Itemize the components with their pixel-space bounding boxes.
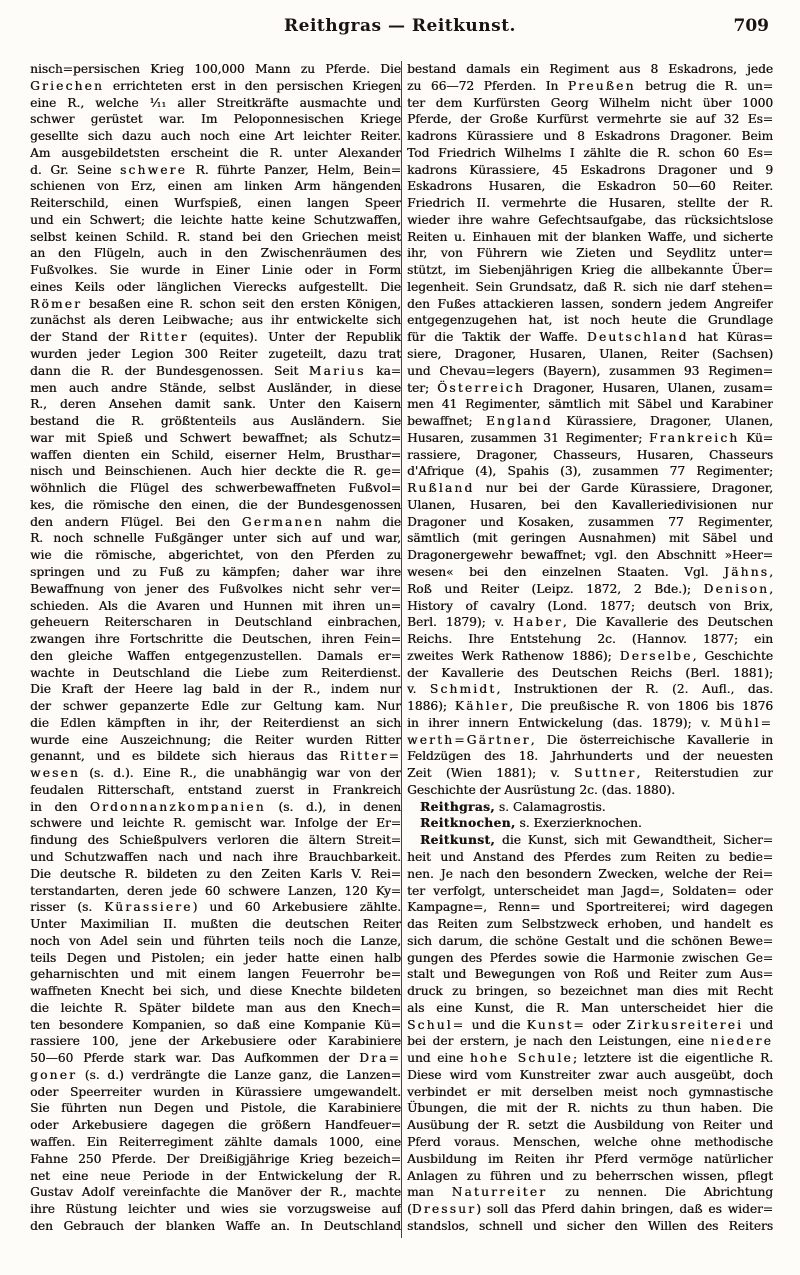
text-line: Am ausgebildetsten erscheint die R. unter Alexander <box>30 145 401 160</box>
emphasized-term: Kunst= <box>526 1017 586 1032</box>
text-line: ihr, von Führern wie Zieten und Seydlitz unter= <box>407 246 773 261</box>
text-line: Pferd voraus. Menschen, welche ohne methodische <box>407 1135 773 1149</box>
text-line: nisch=persischen Krieg 100,000 Mann zu Pferde. Die <box>30 62 401 76</box>
entry-headword: Reithgras, <box>420 799 495 814</box>
text-line: ten besondere Kompanien, so daß eine Kompanie Kü= <box>30 1017 401 1032</box>
text-line: für die Taktik der Waffe. Deutschland hat Küras= <box>407 330 773 345</box>
text-line: d. Gr. Seine schwere R. führte Panzer, Helm, Bein= <box>30 162 401 177</box>
text-line: v. Schmidt, Instruktionen der R. (2. Aufl., das. <box>407 682 773 697</box>
text-line: nen. Je nach den besondern Zwecken, welche der Rei= <box>407 866 773 881</box>
entry-headword: Reitkunst, <box>420 833 496 848</box>
text-line: oder Speerreiter wurden in Kürassiere umgewandelt. <box>30 1084 401 1099</box>
text-line: findung des Schießpulvers verloren die ältern Streit= <box>30 833 401 848</box>
emphasized-term: hohe Schule <box>469 1051 573 1066</box>
text-line: ihre Rüstung leichter und wies sie vorzugsweise auf <box>30 1202 401 1217</box>
emphasized-term: Germanen <box>241 514 324 529</box>
text-line: bestand damals ein Regiment aus 8 Eskadrons, jede <box>407 62 773 76</box>
text-line: man Naturreiter zu nennen. Die Abrichtung <box>407 1185 773 1200</box>
text-line: waffen dienten ein Schild, eiserner Helm, Brusthar= <box>30 447 401 462</box>
right-column <box>407 61 773 1235</box>
text-line: bewaffnet; England Kürassiere, Dragoner, Ulanen, <box>407 414 773 429</box>
text-line: oder Arkebusiere dagegen die größern Handfeuer= <box>30 1118 401 1133</box>
text-line: die leichte R. Später bildete man aus den Knech= <box>30 1000 401 1015</box>
emphasized-term: Österreich <box>437 380 525 395</box>
text-line: siere, Dragoner, Husaren, Ulanen, Reiter (Sachsen) <box>407 347 773 362</box>
text-line: wie die römische, abgerichtet, von den Pferden zu <box>30 548 401 563</box>
text-line: kadrons Kürassiere und 8 Eskadrons Dragoner. Beim <box>407 129 773 144</box>
text-line: Ulanen, Husaren, bei den Kavalleriedivisionen nur <box>407 497 773 512</box>
emphasized-term: werth=Gärtner <box>407 732 531 747</box>
text-line: den Fußes attackieren lassen, sondern jedem Angreifer <box>407 296 773 311</box>
text-line: waffen. Ein Reiterregiment zählte damals 1000, eine <box>30 1135 401 1149</box>
emphasized-term: Haber <box>513 615 563 630</box>
text-line: verbindet er mit derselben meist noch gymnastische <box>407 1084 773 1099</box>
text-line: ter dem Kurfürsten Georg Wilhelm nicht über 1000 <box>407 95 773 110</box>
text-line: der Stand der Ritter (equites). Unter der Republik <box>30 330 401 345</box>
text-line: R., deren Ansehen damit sank. Unter den Kaisern <box>30 397 401 412</box>
text-line: risser (s. Kürassiere) und 60 Arkebusiere zählte. <box>30 900 401 915</box>
emphasized-term: Jähns <box>724 564 770 579</box>
text-line: die Edlen kämpften in ihr, der Reiterdienst an sich <box>30 715 401 730</box>
text-line: genannt, und es bildete sich hieraus das Ritter= <box>30 749 401 764</box>
text-line: Reiterschild, einen Wurfspieß, einen langen Speer <box>30 196 401 211</box>
text-line: zwangen ihre Fortschritte die Deutschen, ihren Fein= <box>30 632 401 647</box>
text-line: Rußland nur bei der Garde Kürassiere, Dragoner, <box>407 481 773 496</box>
left-column <box>30 61 401 1235</box>
text-line: Bewaffnung von jener des Fußvolkes nicht sehr ver= <box>30 581 401 596</box>
text-line: R. noch schnelle Fußgänger unter sich auf und war, <box>30 531 401 546</box>
text-line: Griechen errichteten erst in den persischen Kriegen <box>30 78 401 93</box>
text-line: wieder ihre wahre Gefechtsaufgabe, das rücksichtslose <box>407 212 773 227</box>
text-line: Diese wird vom Kunstreiter zwar auch ausgeübt, doch <box>407 1067 773 1082</box>
text-line: in den Ordonnanzkompanien (s. d.), in denen <box>30 799 401 814</box>
text-line: Reiten u. Einhauen mit der blanken Waffe, und sicherte <box>407 229 773 244</box>
text-line: 50—60 Pferde stark war. Das Aufkommen der Dra= <box>30 1051 401 1066</box>
emphasized-term: Naturreiter <box>451 1185 548 1200</box>
text-line: das Reiten zum Selbstzweck erhoben, und handelt es <box>407 917 773 932</box>
text-line: legenheit. Sein Grundsatz, daß R. sich nie darf stehen= <box>407 279 773 294</box>
text-line: zweites Werk Rathenow 1886); Derselbe, Geschichte <box>407 648 773 663</box>
text-line: Ausbildung im Reiten ihr Pferd vermöge natürlicher <box>407 1151 773 1166</box>
text-line: Roß und Reiter (Leipz. 1872, 2 Bde.); Denison, <box>407 581 773 596</box>
emphasized-term: Denison <box>703 581 770 596</box>
emphasized-term: Rußland <box>407 481 475 496</box>
text-line: noch von Adel sein und führten teils noch die Lanze, <box>30 933 401 948</box>
text-line: rassiere, Dragoner, Chasseurs, Husaren, Chasseurs <box>407 447 773 462</box>
text-line: selbst keinen Schild. R. stand bei den Griechen meist <box>30 229 401 244</box>
text-line: werth=Gärtner, Die österreichische Kavallerie in <box>407 732 773 747</box>
text-line: (Dressur) soll das Pferd dahin bringen, daß es wider= <box>407 1202 773 1217</box>
text-line: ter verfolgt, unterscheidet man Jagd=, Soldaten= oder <box>407 883 773 898</box>
text-line: wesen (s. d.). Eine R., die unabhängig war von der <box>30 766 401 781</box>
text-line: und Chevau=legers (Bayern), zusammen 93 Regimen= <box>407 363 773 378</box>
text-line: Reithgras, s. Calamagrostis. <box>420 799 606 814</box>
emphasized-term: Zirkusreiterei <box>626 1017 744 1032</box>
text-line: stalt und Bewegungen von Roß und Reiter zum Aus= <box>407 967 773 982</box>
emphasized-term: Ritter= <box>339 749 401 764</box>
emphasized-term: goner <box>30 1067 78 1082</box>
emphasized-term: schwere <box>119 162 187 177</box>
emphasized-term: Ordonnanzkompanien <box>89 799 266 814</box>
text-line: heit und Anstand des Pferdes zum Reiten zu bedie= <box>407 849 773 864</box>
text-line: in ihrer innern Entwickelung (das. 1879); v. Mühl= <box>407 715 773 730</box>
text-line: und ein Schwert; die leichte hatte keine Schutzwaffen, <box>30 212 401 227</box>
text-line: schwere und leichte R. gemischt war. Infolge der Er= <box>30 816 401 831</box>
text-line: Übungen, die mit der R. nichts zu thun haben. Die <box>407 1101 773 1116</box>
text-line: Römer besaßen eine R. schon seit den ersten Königen, <box>30 296 401 311</box>
emphasized-term: Preußen <box>567 78 636 93</box>
header-title: Reithgras — Reitkunst. <box>284 16 516 36</box>
text-line: goner (s. d.) verdrängte die Lanze ganz, die Lanzen= <box>30 1067 401 1082</box>
text-line: Fußvolkes. Sie wurde in Einer Linie oder in Form <box>30 263 401 278</box>
text-line: Anlagen zu führen und zu beherrschen wissen, pflegt <box>407 1168 773 1183</box>
text-line: terstandarten, deren jede 60 schwere Lanzen, 120 Ky= <box>30 883 401 898</box>
text-line: Dragonergewehr bewaffnet; vgl. den Abschnitt »Heer= <box>407 548 773 563</box>
emphasized-term: Suttner <box>574 766 637 781</box>
emphasized-term: Römer <box>30 296 83 311</box>
text-line: Die deutsche R. bildeten zu den Zeiten Karls V. Rei= <box>30 866 401 881</box>
text-line: schienen von Erz, einen am linken Arm hängenden <box>30 179 401 194</box>
text-line: wurde eine Auszeichnung; die Reiter wurden Ritter <box>30 732 401 747</box>
text-line: als eine Kunst, die R. Man unterscheidet hier die <box>407 1000 773 1015</box>
emphasized-term: Schmidt <box>429 682 497 697</box>
text-line: kadrons Kürassiere, 45 Eskadrons Dragoner und 9 <box>407 162 773 177</box>
text-line: eines Keils oder länglichen Vierecks aufgestellt. Die <box>30 279 401 294</box>
text-line: zunächst als deren Leibwache; aus ihr entwickelte sich <box>30 313 401 328</box>
emphasized-term: Schul= <box>407 1017 466 1032</box>
text-line: Berl. 1879); v. Haber, Die Kavallerie des Deutschen <box>407 615 773 630</box>
text-line: den Gebrauch der blanken Waffe an. In Deutschland <box>30 1218 401 1233</box>
text-line: gungen des Pferdes sowie die Harmonie zwischen Ge= <box>407 950 773 965</box>
text-line: kes, die römische den einen, die der Bundesgenossen <box>30 497 401 512</box>
text-line: Gustav Adolf vereinfachte die Manöver der R., machte <box>30 1185 401 1200</box>
text-line: Feldzügen des 18. Jahrhunderts und der neuesten <box>407 749 773 764</box>
emphasized-term: Derselbe <box>619 648 693 663</box>
text-line: Tod Friedrich Wilhelms I zählte die R. schon 60 Es= <box>407 145 773 160</box>
emphasized-term: Dra= <box>359 1051 401 1066</box>
text-line: geheuern Reiterscharen in Deutschland einbrachen, <box>30 615 401 630</box>
text-line: ter; Österreich Dragoner, Husaren, Ulanen, zusam= <box>407 380 773 395</box>
text-line: Die Kraft der Heere lag bald in der R., indem nur <box>30 682 401 697</box>
emphasized-term: England <box>485 414 553 429</box>
text-line: sämtlich (mit geringen Ausnahmen) mit Säbel und <box>407 531 773 546</box>
emphasized-term: Dressur <box>411 1202 477 1217</box>
text-line: 1886); Kähler, Die preußische R. von 1806 bis 1876 <box>407 699 773 714</box>
text-line: der Kavallerie des Deutschen Reichs (Berl. 1881); <box>407 665 773 680</box>
text-line: Fahne 250 Pferde. Der Dreißigjährige Krieg bezeich= <box>30 1151 401 1166</box>
text-line: Pferde, der Große Kurfürst vermehrte sie auf 32 Es= <box>407 112 773 127</box>
emphasized-term: Frankreich <box>648 430 740 445</box>
text-line: sich darum, die schöne Gestalt und die schönen Bewe= <box>407 933 773 948</box>
text-line: Geschichte der Ausrüstung 2c. (das. 1880). <box>407 782 676 797</box>
emphasized-term: Ritter <box>139 330 189 345</box>
text-line: men 41 Regimenter, sämtlich mit Säbel und Karabiner <box>407 397 773 412</box>
emphasized-term: Mühl= <box>719 715 773 730</box>
text-line: Eskadrons Husaren, die Eskadron 50—60 Reiter. <box>407 179 773 194</box>
text-line: wurden jeder Legion 300 Reiter zugeteilt, dazu trat <box>30 347 401 362</box>
emphasized-term: Deutschland <box>586 330 689 345</box>
text-line: dann die R. der Bundesgenossen. Seit Marius ka= <box>30 363 401 378</box>
text-line: druck zu bringen, so bezeichnet man dies mit Recht <box>407 984 773 999</box>
text-line: Dragoner und Kosaken, zusammen 77 Regimenter, <box>407 514 773 529</box>
text-line: gesellte sich dazu auch noch eine Art leichter Reiter. <box>30 129 401 144</box>
text-line: net eine neue Periode in der Entwickelung der R. <box>30 1168 401 1183</box>
text-line: History of cavalry (Lond. 1877; deutsch von Brix, <box>407 598 773 613</box>
text-line: Reichs. Ihre Entstehung 2c. (Hannov. 1877; ein <box>407 632 773 647</box>
column-divider <box>401 61 402 1238</box>
text-line: stützt, im Siebenjährigen Krieg die allbekannte Über= <box>407 263 773 278</box>
emphasized-term: Kähler <box>454 699 510 714</box>
text-line: men auch andre Stände, selbst Ausländer, in diese <box>30 380 401 395</box>
emphasized-term: niedere <box>710 1034 773 1049</box>
text-line: Husaren, zusammen 31 Regimenter; Frankreich Kü= <box>407 430 773 445</box>
text-line: an den Flügeln, auch in den Zwischenräumen des <box>30 246 401 261</box>
emphasized-term: Marius <box>308 363 366 378</box>
text-line: Reitkunst, die Kunst, sich mit Gewandtheit, Sicher= <box>420 833 773 848</box>
emphasized-term: Griechen <box>30 78 105 93</box>
text-line: wesen« bei den einzelnen Staaten. Vgl. Jähns, <box>407 564 773 579</box>
text-line: Friedrich II. vermehrte die Husaren, stellte der R. <box>407 196 773 211</box>
text-line: bestand die R. größtenteils aus Ausländern. Sie <box>30 414 401 429</box>
text-line: schieden. Als die Avaren und Hunnen mit ihren un= <box>30 598 401 613</box>
text-line: Ausübung der R. setzt die Ausbildung von Reiter und <box>407 1118 773 1133</box>
text-line: Zeit (Wien 1881); v. Suttner, Reiterstudien zur <box>407 766 773 781</box>
text-line: bei der erstern, je nach den Leistungen, eine niedere <box>407 1034 773 1049</box>
text-line: und eine hohe Schule; letztere ist die eigentliche R. <box>407 1051 773 1066</box>
text-line: Sie führten nun Degen und Pistole, die Karabiniere <box>30 1101 401 1116</box>
text-line: waffneten Knecht bei sich, und diese Knechte bildeten <box>30 984 401 999</box>
text-line: feudalen Ritterschaft, entstand zuerst in Frankreich <box>30 782 401 797</box>
text-line: den andern Flügel. Bei den Germanen nahm die <box>30 514 401 529</box>
text-line: teils Degen und Pistolen; ein jeder hatte einen halb <box>30 950 401 965</box>
text-line: springen und zu Fuß zu kämpfen; daher war ihre <box>30 564 401 579</box>
text-line: der schwer gepanzerte Edle zur Geltung kam. Nur <box>30 699 401 714</box>
text-line: Reitknochen, s. Exerzierknochen. <box>420 816 642 831</box>
text-line: standslos, schnell und sicher den Willen des Reiters <box>407 1218 773 1233</box>
text-line: eine R., welche ¹⁄₁₁ aller Streitkräfte ausmachte und <box>30 95 401 110</box>
text-line: wachte in Deutschland die Liebe zum Reiterdienst. <box>30 665 401 680</box>
text-line: Schul= und die Kunst= oder Zirkusreiterei und <box>407 1017 773 1032</box>
text-line: wöhnlich die Flügel des schwerbewaffneten Fußvol= <box>30 481 401 496</box>
text-line: Unter Maximilian II. mußten die deutschen Reiter <box>30 917 401 932</box>
text-line: und Schutzwaffen nach und nach ihre Brauchbarkeit. <box>30 849 401 864</box>
text-line: rassiere 100, jene der Arkebusiere oder Karabiniere <box>30 1034 401 1049</box>
emphasized-term: wesen <box>30 766 80 781</box>
running-header <box>0 16 800 36</box>
text-line: geharnischten und mit einem langen Feuerrohr be= <box>30 967 401 982</box>
entry-headword: Reitknochen, <box>420 816 516 831</box>
text-line: den gleiche Waffen entgegenzustellen. Damals er= <box>30 648 401 663</box>
text-line: zu 66—72 Pferden. In Preußen betrug die R. un= <box>407 78 773 93</box>
text-line: Kampagne=, Renn= und Sportreiterei; wird dagegen <box>407 900 773 915</box>
text-line: war mit Spieß und Schwert bewaffnet; als Schutz= <box>30 430 401 445</box>
text-line: schwer gerüstet war. Im Peloponnesischen Kriege <box>30 112 401 127</box>
emphasized-term: Kürassiere <box>104 900 193 915</box>
text-line: nisch und Beinschienen. Auch hier deckte die R. ge= <box>30 464 401 479</box>
text-line: entgegenzugehen hat, ist noch heute die Grundlage <box>407 313 773 328</box>
text-line: d'Afrique (4), Spahis (3), zusammen 77 Regimenter; <box>407 464 773 479</box>
page-number: 709 <box>733 16 769 36</box>
